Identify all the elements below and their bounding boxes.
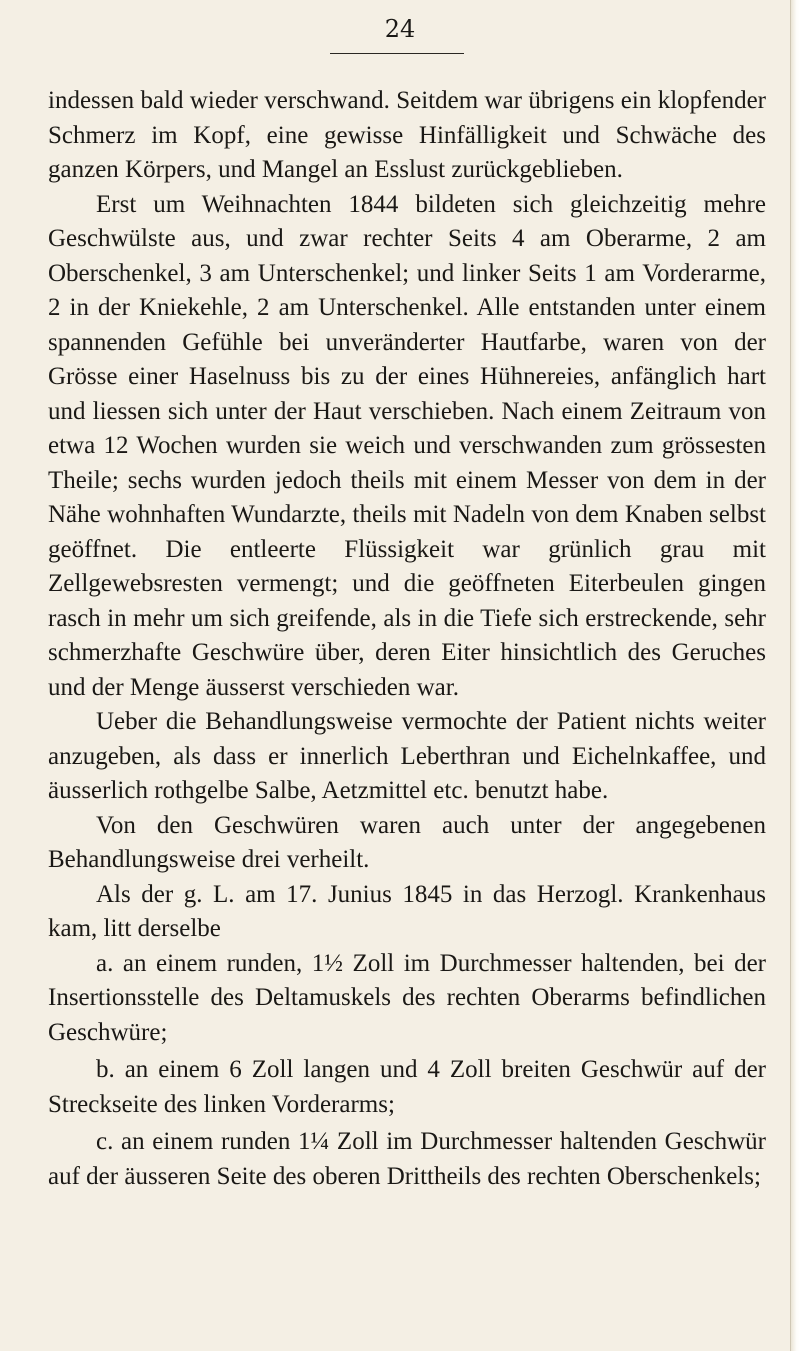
list-item: b. an einem 6 Zoll langen und 4 Zoll breiten Geschwür auf der Streckseite des linken Vorderarms; (48, 1056, 766, 1118)
header-rule (330, 53, 464, 54)
page-edge (790, 0, 800, 1351)
paragraph: indessen bald wieder verschwand. Seitdem war übrigens ein klopfender Schmerz im Kopf, eine gewisse Hinfälligkeit und Schwäche des ganzen Körpers, und Mangel an Esslust zurückgeblieben. (48, 87, 766, 183)
paragraph: Als der g. L. am 17. Junius 1845 in das Herzogl. Krankenhaus kam, litt derselbe (48, 880, 766, 942)
paragraph: Erst um Weihnachten 1844 bildeten sich gleichzeitig mehre Geschwülste aus, und zwar rechter Seits 4 am Oberarme, 2 am Oberschenkel, 3 am Unterschenkel; und linker Seits 1 am Vorderarme, 2 in der Kniekehle, 2 am Unterschenkel. Alle entstanden unter einem spannenden Gefühle bei unveränderter Hautfarbe, waren von der Grösse einer Haselnuss bis zu der eines Hühnereies, anfänglich hart und liessen sich unter der Haut verschieben. Nach einem Zeitraum von etwa 12 Wochen wurden sie weich und verschwanden zum grössesten Theile; sechs wurden jedoch theils mit einem Messer von dem in der Nähe wohnhaften Wundarzte, theils mit Nadeln von dem Knaben selbst geöffnet. Die entleerte Flüssigkeit war grünlich grau mit Zellgewebsresten vermengt; und die geöffneten Eiterbeulen gingen rasch in mehr um sich greifende, als in die Tiefe sich erstreckende, sehr schmerzhafte Geschwüre über, deren Eiter hinsichtlich des Geruches und der Menge äusserst verschieden war. (48, 190, 766, 701)
body-text (48, 84, 766, 1194)
paragraph: Von den Geschwüren waren auch unter der angegebenen Behandlungsweise drei verheilt. (48, 811, 766, 873)
list-item: a. an einem runden, 1½ Zoll im Durchmesser haltenden, bei der Insertionsstelle des Deltamuskels des rechten Oberarms befindlichen Geschwüre; (48, 949, 766, 1046)
list-item: c. an einem runden 1¼ Zoll im Durchmesser haltenden Geschwür auf der äusseren Seite des oberen Drittheils des rechten Oberschenkels; (48, 1128, 766, 1190)
paragraph: Ueber die Behandlungsweise vermochte der Patient nichts weiter anzugeben, als dass er innerlich Leberthran und Eichelnkaffee, und äusserlich rothgelbe Salbe, Aetzmittel etc. benutzt habe. (48, 708, 766, 804)
page-number: 24 (384, 15, 416, 43)
